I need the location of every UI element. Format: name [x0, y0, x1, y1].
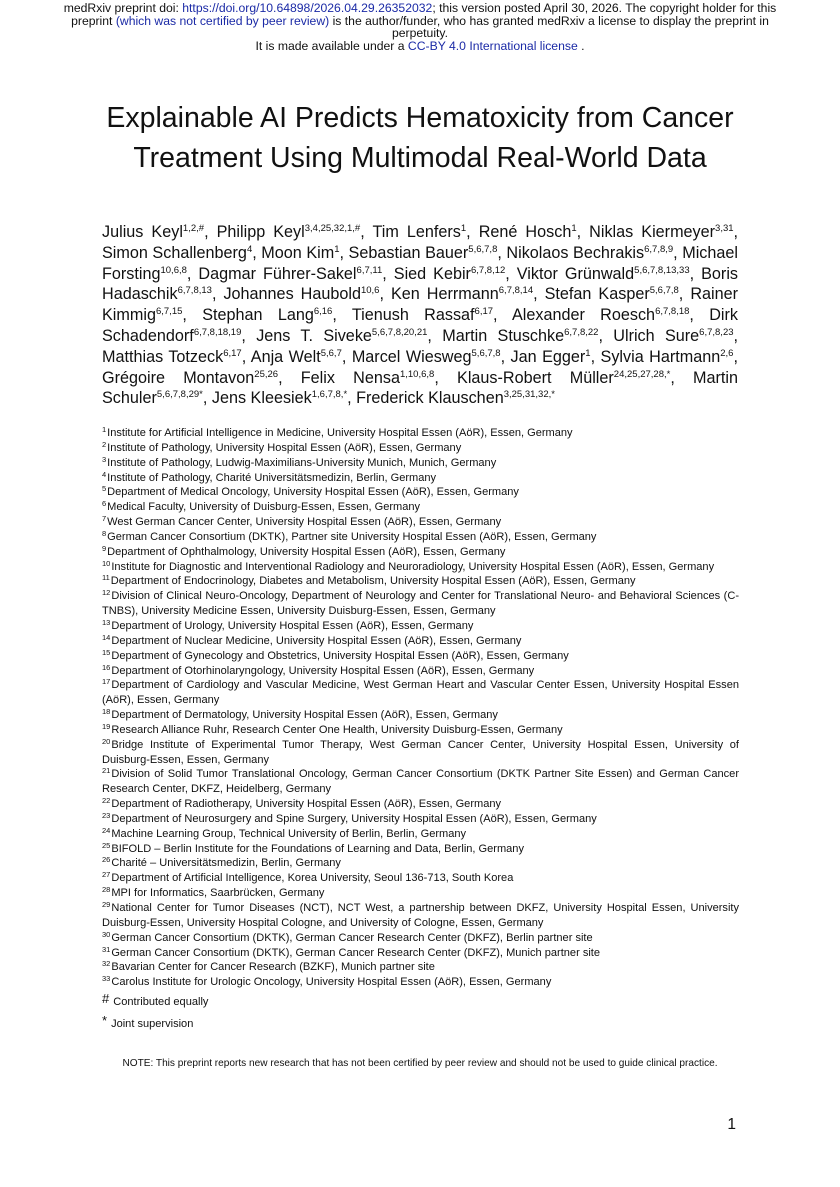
doi-link[interactable]: https://doi.org/10.64898/2026.04.29.26352032 — [182, 1, 433, 15]
affiliation-text: Institute for Diagnostic and Interventional Radiology and Neuroradiology, University Hospital Essen (AöR), Essen, Germany — [111, 560, 715, 573]
author-name: Rainer Kimmig — [102, 285, 738, 325]
affiliation-item — [102, 946, 739, 961]
affiliation-text: German Cancer Consortium (DKTK), Partner site University Hospital Essen (AöR), Essen, Germany — [107, 530, 597, 543]
affiliation-text: Department of Neurosurgery and Spine Surgery, University Hospital Essen (AöR), Essen, Germany — [111, 812, 597, 825]
author — [102, 348, 242, 366]
author — [442, 327, 598, 345]
author-affiliation-marks: 5,6,7,8,13,33 — [634, 264, 690, 276]
author-affiliation-marks: 5,6,7,8,29* — [156, 389, 203, 401]
affiliation-text: Institute of Pathology, University Hospital Essen (AöR), Essen, Germany — [107, 441, 462, 454]
author-name: Grégoire Montavon — [102, 368, 255, 387]
affiliation-number: 11 — [102, 573, 110, 583]
affiliation-text: Division of Clinical Neuro-Oncology, Department of Neurology and Center for Translational Neuro- and Behavioral Sciences (C-TNBS), University Medicine Essen, University Duisburg-Essen, Essen, Germany — [102, 590, 739, 618]
author-name: Moon Kim — [261, 243, 335, 262]
header-line-4: It is made available under a CC-BY 4.0 International license . — [255, 38, 585, 53]
affiliation-item — [102, 827, 739, 842]
affiliation-number: 2 — [102, 439, 107, 449]
affiliation-item — [102, 500, 739, 515]
author-name: Johannes Haubold — [223, 285, 361, 304]
affiliation-number: 13 — [102, 617, 111, 627]
affiliation-number: 28 — [102, 885, 111, 895]
author-name: Frederick Klauschen — [356, 389, 504, 408]
affiliation-text: Department of Cardiology and Vascular Medicine, West German Heart and Vascular Center Essen, University Hospital Essen (AöR), Essen, Germany — [102, 679, 739, 707]
header-line-2: preprint (which was not certified by peer review) is the author/funder, who has granted medRxiv a license to display the preprint in — [71, 13, 769, 28]
note-text: Contributed equally — [113, 996, 209, 1009]
affiliation-text: German Cancer Consortium (DKTK), German Cancer Research Center (DKFZ), Munich partner site — [111, 946, 601, 959]
affiliation-text: Research Alliance Ruhr, Research Center One Health, University Duisburg-Essen, Germany — [111, 723, 563, 736]
affiliation-number: 17 — [102, 677, 111, 687]
affiliation-number: 30 — [102, 929, 111, 939]
affiliation-text: National Center for Tumor Diseases (NCT), NCT West, a partnership between DKFZ, University Hospital Essen, University Duisburg-Essen, University Hospital Cologne, and University of Cologne, Essen, Germany — [102, 902, 739, 929]
author — [261, 244, 339, 262]
author — [212, 389, 347, 407]
author-name: Klaus-Robert Müller — [457, 368, 614, 387]
affiliation-number: 9 — [102, 543, 107, 553]
author-name: Sylvia Hartmann — [600, 347, 721, 366]
peer-review-note: NOTE: This preprint reports new research that has not been certified by peer review and should not be used to guide clinical practice. — [122, 1058, 718, 1069]
affiliation-number: 4 — [102, 469, 107, 479]
affiliation-item — [102, 767, 739, 797]
affiliation-number: 26 — [102, 855, 111, 865]
author-affiliation-marks: 10,6,8 — [160, 264, 187, 276]
author-affiliation-marks: 6,7,8,12 — [470, 264, 506, 276]
affiliation-item — [102, 649, 739, 664]
author — [512, 306, 689, 324]
author-affiliation-marks: 6,17 — [474, 306, 494, 318]
affiliation-item — [102, 456, 739, 471]
author-name: Sebastian Bauer — [348, 243, 469, 262]
affiliation-number: 3 — [102, 454, 107, 464]
author — [217, 223, 361, 241]
affiliation-text: Institute of Pathology, Charité Universitätsmedizin, Berlin, Germany — [107, 471, 437, 484]
author-name: Nikolaos Bechrakis — [506, 243, 645, 262]
author-name: Boris Hadaschik — [102, 264, 739, 304]
author-name: Marcel Wiesweg — [351, 347, 472, 366]
author-affiliation-marks: 6,7,11 — [356, 264, 383, 276]
affiliation-number: 32 — [102, 959, 111, 969]
author-name: Martin Schuler — [102, 368, 739, 408]
header-line-1: medRxiv preprint doi: https://doi.org/10.64898/2026.04.29.26352032; this version posted April 30, 2026. The copyright holder for this — [63, 1, 777, 15]
affiliation-text: Institute of Pathology, Ludwig-Maximilians-University Munich, Munich, Germany — [107, 456, 497, 469]
author-affiliation-marks: 1 — [460, 223, 467, 234]
affiliation-number: 25 — [102, 840, 111, 850]
affiliation-number: 12 — [102, 588, 111, 598]
author-name: Viktor Grünwald — [516, 264, 635, 283]
affiliation-text: Bridge Institute of Experimental Tumor Therapy, West German Cancer Center, University Hospital Essen, University of Duisburg-Essen, Essen, Germany — [102, 738, 739, 766]
affiliation-item — [102, 515, 739, 530]
author — [102, 369, 278, 387]
license-link[interactable]: CC-BY 4.0 International license — [407, 38, 578, 53]
affiliation-number: 20 — [102, 736, 111, 746]
author-affiliation-marks: 10,6 — [360, 285, 380, 297]
author-name: Anja Welt — [250, 347, 321, 366]
affiliation-number: 24 — [102, 825, 111, 835]
author — [511, 348, 591, 366]
affiliation-number: 31 — [102, 944, 111, 954]
affiliation-item — [102, 931, 739, 946]
affiliation-number: 19 — [102, 721, 111, 731]
affiliation-text: Department of Artificial Intelligence, Korea University, Seoul 136-713, South Korea — [111, 872, 514, 885]
affiliation-number: 1 — [102, 425, 107, 434]
affiliation-item — [102, 441, 739, 456]
author — [352, 348, 501, 366]
author-affiliation-marks: 6,7,8,22 — [564, 326, 599, 338]
author — [356, 389, 555, 407]
author-affiliation-marks: 4 — [246, 243, 253, 255]
author-affiliation-marks: 25,26 — [254, 368, 279, 380]
affiliation-text: Department of Gynecology and Obstetrics, University Hospital Essen (AöR), Essen, Germany — [111, 649, 569, 662]
author-name: Dirk Schadendorf — [102, 306, 738, 345]
author-affiliation-marks: 3,25,31,32,* — [503, 389, 555, 401]
affiliation-number: 7 — [102, 514, 107, 524]
author-name: Michael Forsting — [102, 243, 738, 283]
author-affiliation-marks: 6,16 — [313, 306, 333, 318]
affiliation-item — [102, 975, 739, 990]
author-name: Niklas Kiermeyer — [589, 223, 716, 241]
author-affiliation-marks: 5,6,7 — [320, 347, 342, 359]
affiliation-item — [102, 530, 739, 545]
author-affiliation-marks: 5,6,7,8 — [471, 347, 501, 359]
affiliation-number: 18 — [102, 707, 111, 717]
author-name: Alexander Roesch — [511, 306, 656, 325]
affiliation-number: 23 — [102, 810, 111, 820]
author — [256, 327, 427, 345]
affiliation-item — [102, 619, 739, 634]
author-affiliation-marks: 24,25,27,28,* — [613, 368, 671, 380]
affiliation-text: Department of Urology, University Hospital Essen (AöR), Essen, Germany — [111, 619, 474, 632]
author-name: Simon Schallenberg — [102, 243, 247, 262]
affiliation-text: Medical Faculty, University of Duisburg-Essen, Essen, Germany — [107, 501, 421, 514]
author — [601, 348, 734, 366]
affiliation-text: BIFOLD – Berlin Institute for the Foundations of Learning and Data, Berlin, Germany — [111, 842, 524, 855]
affiliation-number: 21 — [102, 766, 111, 776]
affiliation-item — [102, 560, 739, 575]
author-name: Jens Kleesiek — [211, 389, 312, 408]
affiliation-text: Bavarian Center for Cancer Research (BZKF), Munich partner site — [111, 961, 435, 974]
affiliation-item — [102, 485, 739, 500]
author-name: Jan Egger — [510, 347, 586, 366]
author-affiliation-marks: 1,10,6,8 — [399, 368, 435, 380]
affiliation-number: 14 — [102, 632, 111, 642]
affiliation-item — [102, 678, 739, 708]
author — [102, 244, 252, 262]
author-affiliation-marks: 1,2,# — [182, 223, 205, 234]
author — [457, 369, 670, 387]
affiliation-item — [102, 426, 739, 441]
author — [251, 348, 342, 366]
author — [349, 244, 498, 262]
author-name: Ken Herrmann — [390, 285, 499, 304]
affiliation-text: Department of Medical Oncology, University Hospital Essen (AöR), Essen, Germany — [107, 486, 519, 499]
affiliation-number: 8 — [102, 528, 107, 538]
affiliation-item — [102, 856, 739, 871]
affiliation-item — [102, 708, 739, 723]
affiliation-item — [102, 960, 739, 975]
affiliation-text: Department of Otorhinolaryngology, University Hospital Essen (AöR), Essen, Germany — [111, 664, 535, 677]
author-affiliation-marks: 6,7,8,18,19 — [193, 326, 242, 338]
author-affiliation-marks: 3,31 — [715, 223, 734, 234]
affiliation-number: 29 — [102, 900, 111, 909]
author-name: René Hosch — [478, 223, 572, 241]
peer-review-link[interactable]: (which was not certified by peer review) — [115, 13, 330, 28]
author-name: Julius Keyl — [102, 223, 183, 241]
author-name: Jens T. Siveke — [256, 326, 372, 345]
affiliation-number: 22 — [102, 796, 111, 806]
author-name: Stefan Kasper — [544, 285, 650, 304]
affiliation-item — [102, 812, 739, 827]
author-affiliation-marks: 5,6,7,8 — [649, 285, 679, 297]
author-affiliation-marks: 6,7,15 — [155, 306, 183, 318]
note-text: Joint supervision — [111, 1017, 194, 1030]
author — [223, 285, 379, 303]
author — [202, 306, 332, 324]
author-affiliation-marks: 6,7,8,9 — [644, 243, 674, 255]
author-affiliation-marks: 6,7,8,23 — [699, 326, 734, 338]
affiliation-text: Carolus Institute for Urologic Oncology, University Hospital Essen (AöR), Essen, Germany — [111, 976, 552, 989]
author-name: Tim Lenfers — [372, 223, 461, 241]
author — [589, 223, 733, 241]
affiliation-text: Department of Ophthalmology, University Hospital Essen (AöR), Essen, Germany — [107, 545, 506, 558]
affiliation-item — [102, 797, 739, 812]
author — [352, 306, 493, 324]
author-affiliation-marks: 5,6,7,8,20,21 — [371, 326, 428, 338]
note-symbol: # — [102, 991, 110, 1007]
affiliation-item — [102, 634, 739, 649]
author-affiliation-marks: 1 — [585, 347, 591, 359]
affiliation-text: German Cancer Consortium (DKTK), German Cancer Research Center (DKFZ), Berlin partner site — [111, 931, 593, 944]
affiliation-text: Division of Solid Tumor Translational Oncology, German Cancer Consortium (DKTK Partner Site Essen) and German Cancer Research Center, DKFZ, Heidelberg, Germany — [102, 768, 739, 796]
author — [102, 223, 204, 241]
affiliation-item — [102, 574, 739, 589]
affiliation-number: 10 — [102, 558, 111, 568]
author-note — [102, 990, 739, 1012]
author-name: Martin Stuschke — [442, 326, 565, 345]
author-affiliation-marks: 6,7,8,13 — [177, 285, 212, 297]
author-name: Matthias Totzeck — [102, 347, 224, 366]
affiliation-number: 27 — [102, 870, 111, 880]
affiliation-item — [102, 901, 739, 931]
author-name: Sied Kebir — [393, 264, 471, 283]
affiliation-text: Department of Radiotherapy, University Hospital Essen (AöR), Essen, Germany — [111, 798, 502, 811]
affiliation-item — [102, 589, 739, 619]
author-affiliation-marks: 1,6,7,8,* — [311, 389, 348, 401]
note-symbol: * — [102, 1012, 108, 1028]
affiliation-item — [102, 471, 739, 486]
author-affiliation-marks: 6,7,8,14 — [498, 285, 534, 297]
author-list: Julius Keyl$^{1,2,\#}$, Philipp Keyl$^{3,4,25,32,1,\#}$, Tim Lenfers$^1$, René Hosch$^1$, Niklas Kiermeyer$^{3,31}$, Simon Schallenberg$^4$, Moon Kim$^1$, Sebastian Bauer$^{5,6,7,8}$, Nikolaos Bechrakis$^{6,7,8,9}$, Michael Forsting$^{10,6,8}$, Dagmar Führer-Sakel$^{6,7,11}$, Sied Kebir$^{6,7,8,12}$, Viktor Grünwald$^{5,6,7,8,13,33}$, Boris Hadaschik$^{6,7,8,13}$, Johannes Haubold$^{10,6}$, Ken Herrmann$^{6,7,8,14}$, Stefan Kasper$^{5,6,7,8}$, Rainer Kimmig$^{6,7,15}$, Stephan Lang$^{6,16}$, Tienush Rassaf$^{6,17}$, Alexander Roesch$^{6,7,8,18}$, Dirk Schadendorf$^{6,7,8,18,19}$, Jens T. Siveke$^{5,6,7,8,20,21}$, Martin Stuschke$^{6,7,8,22}$, Ulrich Sure$^{6,7,8,23}$, Matthias Totzeck$^{6,17}$, Anja Welt$^{5,6,7}$, Marcel Wiesweg$^{5,6,7,8}$, Jan Egger$^1$, Sylvia Hartmann$^{2,6}$, Grégoire Montavon$^{25,26}$, Felix Nensa$^{1,10,6,8}$, Klaus-Robert Müller$^{24,25,27,28,*}$, Martin Schuler$^{5,6,7,8,29*}$, Jens Kleesiek$^{1,6,7,8,*}$, Frederick Klauschen$^{3,25,31,32,*}$ — [102, 223, 739, 408]
author — [372, 223, 466, 241]
affiliation-text: Charité – Universitätsmedizin, Berlin, Germany — [111, 857, 341, 870]
author — [479, 223, 577, 241]
author-affiliation-marks: 2,6 — [720, 347, 734, 359]
author-name: Tienush Rassaf — [351, 306, 475, 325]
affiliation-text: Department of Dermatology, University Hospital Essen (AöR), Essen, Germany — [111, 709, 498, 722]
author-affiliation-marks: 6,7,8,18 — [655, 306, 690, 318]
affiliation-number: 16 — [102, 662, 111, 672]
affiliation-item — [102, 871, 739, 886]
affiliation-item — [102, 723, 739, 738]
author-name: Philipp Keyl — [216, 223, 305, 241]
author-affiliation-marks: 6,17 — [223, 347, 242, 359]
header-line-3: perpetuity. — [391, 26, 448, 40]
author — [506, 244, 673, 262]
preprint-header — [0, 2, 840, 52]
author — [613, 327, 733, 345]
author — [391, 285, 533, 303]
author-affiliation-marks: 3,4,25,32,1,# — [304, 223, 361, 234]
affiliation-text: MPI for Informatics, Saarbrücken, Germany — [111, 887, 325, 900]
affiliation-text: Machine Learning Group, Technical University of Berlin, Berlin, Germany — [111, 827, 467, 840]
affiliation-number: 5 — [102, 484, 107, 494]
affiliation-list — [102, 426, 739, 1033]
author — [545, 285, 679, 303]
author — [394, 265, 506, 283]
affiliation-item — [102, 842, 739, 857]
affiliation-item — [102, 545, 739, 560]
affiliation-text: Department of Endocrinology, Diabetes and Metabolism, University Hospital Essen (AöR), Essen, Germany — [110, 575, 636, 588]
author-name: Felix Nensa — [300, 368, 400, 387]
author-note — [102, 1012, 739, 1034]
author-affiliation-marks: 1 — [571, 223, 577, 234]
author-affiliation-marks: 5,6,7,8 — [468, 243, 498, 255]
author — [198, 265, 382, 283]
affiliation-number: 15 — [102, 647, 111, 657]
author-affiliation-marks: 1 — [334, 243, 340, 255]
author — [517, 265, 690, 283]
author-name: Ulrich Sure — [613, 326, 700, 345]
page-number: 1 — [727, 1116, 736, 1133]
affiliation-item — [102, 886, 739, 901]
affiliation-number: 33 — [102, 974, 111, 984]
affiliation-number: 6 — [102, 499, 107, 509]
affiliation-text: Department of Nuclear Medicine, University Hospital Essen (AöR), Essen, Germany — [111, 634, 522, 647]
affiliation-text: West German Cancer Center, University Hospital Essen (AöR), Essen, Germany — [107, 516, 502, 529]
paper-title: Explainable AI Predicts Hematoxicity from Cancer Treatment Using Multimodal Real-World Data — [106, 102, 734, 174]
affiliation-item — [102, 738, 739, 768]
author-name: Dagmar Führer-Sakel — [198, 264, 357, 283]
author-name: Stephan Lang — [202, 306, 314, 325]
affiliation-item — [102, 664, 739, 679]
author — [301, 369, 435, 387]
affiliation-text: Institute for Artificial Intelligence in Medicine, University Hospital Essen (AöR), Essen, Germany — [107, 427, 573, 439]
